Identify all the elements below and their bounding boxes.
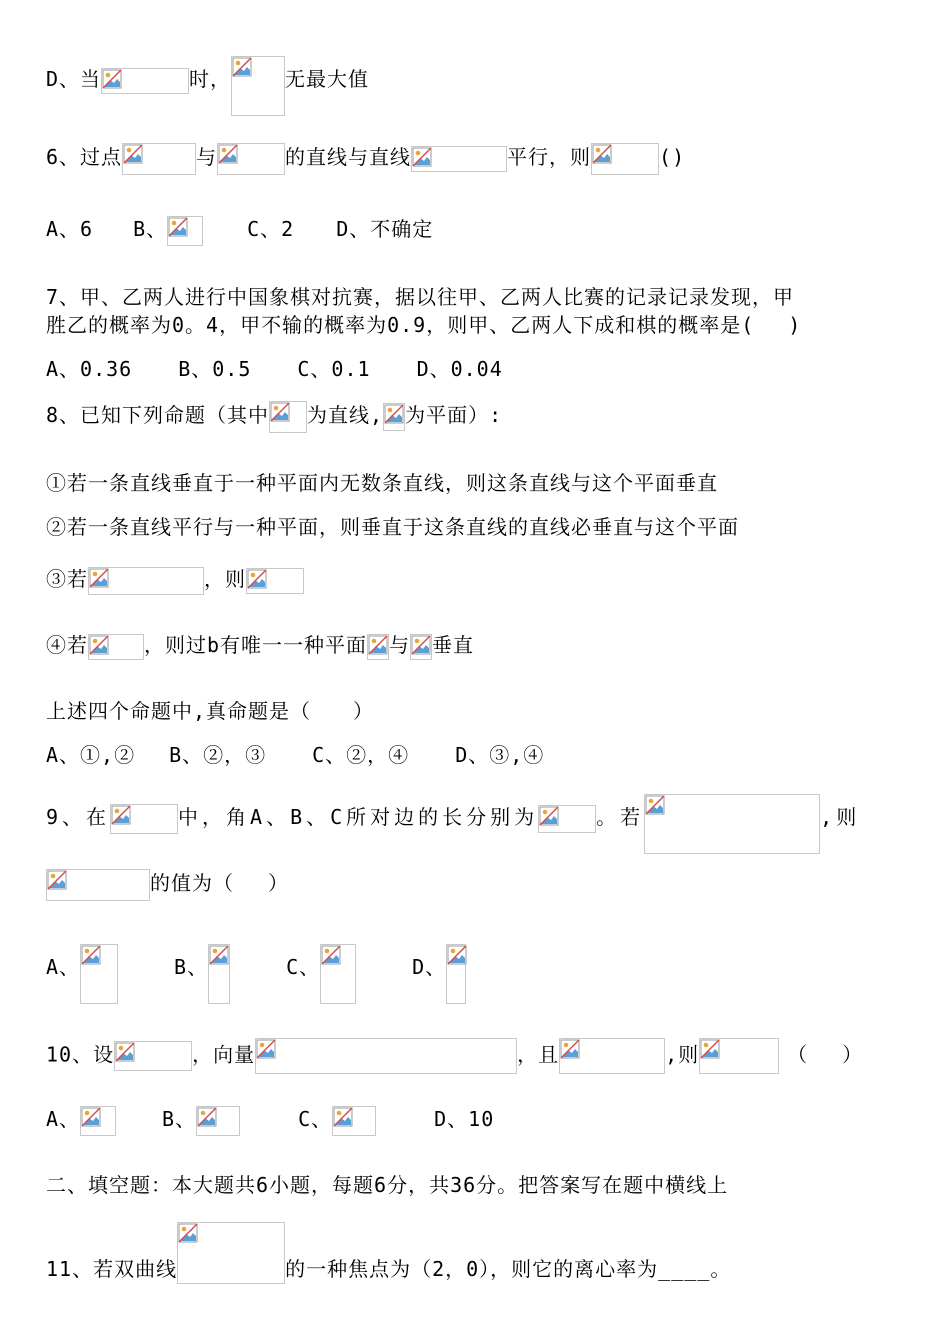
q11-prefix: 11、若双曲线 (46, 1257, 178, 1281)
broken-image-icon (231, 56, 285, 116)
broken-image-icon (80, 944, 118, 1004)
q7-option-d: D、0.04 (416, 357, 503, 381)
q8-option-a: A、①,② (46, 743, 136, 767)
broken-image-icon (699, 1038, 779, 1074)
q8-options (46, 740, 910, 770)
q10-vec: ，向量 (192, 1042, 256, 1067)
q8-prefix: 8、已知下列命题（其中 (46, 403, 270, 427)
broken-image-icon (80, 1106, 116, 1136)
broken-image-icon (177, 1222, 285, 1284)
broken-image-icon (101, 68, 189, 94)
q9-options (46, 952, 910, 1004)
q9-stem (46, 802, 910, 854)
q7-option-b: B、0.5 (178, 357, 252, 381)
q8-s4-prefix: ④若 (46, 633, 88, 657)
broken-image-icon (217, 143, 285, 175)
broken-image-icon (114, 1041, 192, 1071)
q10-paren: （ ） (787, 1042, 864, 1067)
q6-mid: 的直线与直线 (285, 145, 412, 169)
q9-ze: ,则 (820, 805, 861, 829)
q10-option-a: A、 (46, 1107, 81, 1131)
q8-statement-1: ①若一条直线垂直于一种平面内无数条直线，则这条直线与这个平面垂直 (46, 471, 718, 495)
q7-line1: 7、甲、乙两人进行中国象棋对抗赛，据以往甲、乙两人比赛的记录记录发现，甲 (46, 285, 795, 309)
q6-option-c: C、2 (247, 217, 295, 241)
q7-line2: 胜乙的概率为0。4，甲不输的概率为0.9，则甲、乙两人下成和棋的概率是( ) (46, 313, 802, 337)
q6-options (46, 214, 910, 246)
broken-image-icon (196, 1106, 240, 1136)
q9-mid: 中，角A、B、C所对边的长分别为 (178, 805, 539, 829)
q9-option-b: B、 (174, 955, 209, 979)
broken-image-icon (367, 634, 389, 660)
q10-options (46, 1104, 910, 1136)
broken-image-icon (88, 634, 144, 660)
q8-question: 上述四个命题中,真命题是（ ） (46, 699, 375, 723)
broken-image-icon (332, 1106, 376, 1136)
q6-option-d: D、不确定 (336, 217, 434, 241)
broken-image-icon (446, 944, 466, 1004)
broken-image-icon (559, 1038, 665, 1074)
q10-and: ，且 (517, 1042, 560, 1067)
broken-image-icon (167, 216, 203, 246)
q11-text: 的一种焦点为（2，0），则它的离心率为____。 (285, 1257, 732, 1281)
broken-image-icon (46, 869, 150, 901)
q5-option-d-mid: 时， (189, 67, 232, 91)
broken-image-icon (538, 805, 596, 833)
q8-end: 为平面）: (405, 403, 503, 427)
q5-option-d-end: 无最大值 (285, 67, 370, 91)
q8-option-b: B、②，③ (169, 743, 267, 767)
q6-paren: () (659, 145, 686, 169)
q5-option-d-label: D、当 (46, 67, 102, 91)
q8-s3-mid: ，则 (204, 567, 246, 591)
q6-and: 与 (196, 145, 218, 169)
q8-option-d: D、③,④ (455, 743, 545, 767)
broken-image-icon (411, 146, 507, 172)
q7-options (46, 354, 910, 384)
q5-option-d (46, 64, 910, 116)
broken-image-icon (269, 401, 307, 433)
broken-image-icon (122, 143, 196, 175)
q9-option-c: C、 (286, 955, 321, 979)
q7-option-a: A、0.36 (46, 357, 133, 381)
q6-stem (46, 142, 910, 175)
q10-prefix: 10、设 (46, 1042, 115, 1067)
q8-stem (46, 400, 910, 433)
q10-option-c: C、 (298, 1107, 333, 1131)
q10-stem (46, 1038, 910, 1074)
q8-statement-2: ②若一条直线平行与一种平面，则垂直于这条直线的直线必垂直与这个平面 (46, 515, 739, 539)
q8-s4-mid: ，则过b有唯一一种平面 (144, 633, 368, 657)
q9-ruo: 。若 (596, 805, 645, 829)
q8-option-c: C、②，④ (312, 743, 410, 767)
broken-image-icon (255, 1038, 517, 1074)
q8-s4-end: 垂直 (432, 633, 475, 657)
q9-option-d: D、 (412, 955, 447, 979)
q8-statement-3 (46, 564, 910, 595)
q6-option-a: A、6 (46, 217, 94, 241)
q10-option-d: D、10 (434, 1107, 495, 1131)
q9-prefix: 9、在 (46, 805, 111, 829)
q10-ze: ,则 (665, 1042, 700, 1067)
q8-s3-prefix: ③若 (46, 567, 88, 591)
broken-image-icon (320, 944, 356, 1004)
broken-image-icon (383, 403, 405, 431)
broken-image-icon (88, 567, 204, 595)
q10-option-b: B、 (162, 1107, 197, 1131)
q8-mid: 为直线, (307, 403, 384, 427)
broken-image-icon (110, 804, 178, 834)
q9-option-a: A、 (46, 955, 81, 979)
q11-stem (46, 1254, 910, 1284)
q6-parallel: 平行，则 (507, 145, 592, 169)
broken-image-icon (410, 634, 432, 660)
q8-s4-and: 与 (389, 633, 411, 657)
broken-image-icon (591, 143, 659, 175)
section2-heading: 二、填空题：本大题共6小题，每题6分，共36分。把答案写在题中横线上 (46, 1173, 729, 1197)
broken-image-icon (246, 568, 304, 594)
broken-image-icon (644, 794, 820, 854)
q7-option-c: C、0.1 (297, 357, 371, 381)
q6-option-b: B、 (133, 217, 168, 241)
q6-prefix: 6、过点 (46, 145, 123, 169)
broken-image-icon (208, 944, 230, 1004)
q9-value: 的值为（ ） (150, 871, 290, 895)
q8-statement-4 (46, 630, 910, 660)
q9-value-line (46, 868, 910, 901)
